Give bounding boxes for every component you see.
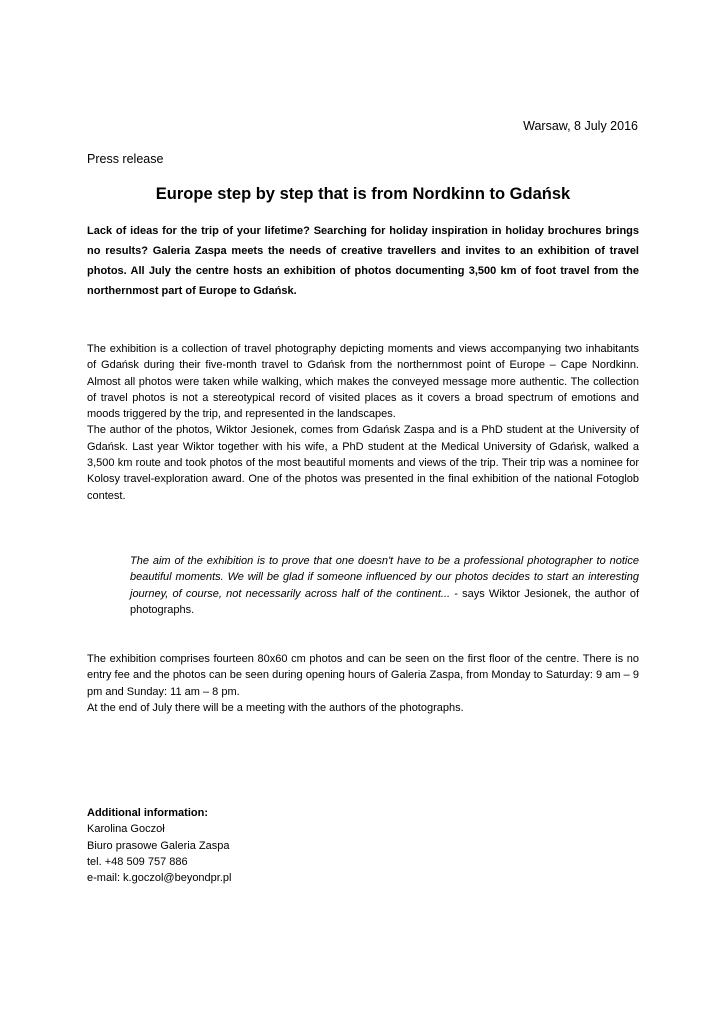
contact-phone: tel. +48 509 757 886 <box>87 855 188 868</box>
contact-block <box>87 805 231 886</box>
body-paragraph-details: The exhibition comprises fourteen 80x60 cm photos and can be seen on the first floor of the centre. There is no entry fee and the photos can be seen during opening hours of Galeria Zaspa, from Monday to Saturday: 9 am – 9 pm and Sunday: 11 am – 8 pm. <box>87 653 639 698</box>
document-type-label: Press release <box>87 152 164 166</box>
quote-text: The aim of the exhibition is to prove that one doesn't have to be a professional photographer to notice beautiful moments. We will be glad if someone influenced by our photos decides to start an interesting journey, of course, not necessarily across half of the continent... <box>130 555 639 600</box>
body-section-2 <box>87 651 639 716</box>
body-paragraph-exhibition: The exhibition is a collection of travel photography depicting moments and views accompanying two inhabitants of Gdańsk during their five-month travel to Gdańsk from the northernmost point of Europe – Cape Nordkinn. Almost all photos were taken while walking, which makes the conveyed message more authentic. The collection of travel photos is not a stereotypical record of visited places as it covers a broad spectrum of emotions and moods triggered by the trip, and represented in the landscapes. <box>87 343 639 421</box>
body-paragraph-author: The author of the photos, Wiktor Jesionek, comes from Gdańsk Zaspa and is a PhD student at the University of Gdańsk. Last year Wiktor together with his wife, a PhD student at the Medical University of Gdańsk, walked a 3,500 km route and took photos of the most beautiful moments and views of the trip. Their trip was a nominee for Kolosy travel-exploration award. One of the photos was presented in the final exhibition of the national Fotoglob contest. <box>87 424 639 502</box>
body-paragraph-meeting: At the end of July there will be a meeting with the authors of the photographs. <box>87 701 464 714</box>
quote-attribution: - says Wiktor Jesionek, the author of photographs. <box>130 587 640 616</box>
lead-paragraph: Lack of ideas for the trip of your lifetime? Searching for holiday inspiration in holiday brochures brings no results? Galeria Zaspa meets the needs of creative travellers and invites to an exhibition of travel photos. All July the centre hosts an exhibition of photos documenting 3,500 km of foot travel from the northernmost part of Europe to Gdańsk. <box>87 225 639 297</box>
contact-name: Karolina Goczoł <box>87 823 165 836</box>
page-title: Europe step by step that is from Nordkinn to Gdańsk <box>155 185 571 203</box>
date-line: Warsaw, 8 July 2016 <box>523 119 638 133</box>
contact-email: e-mail: k.goczol@beyondpr.pl <box>87 872 232 885</box>
author-quote <box>130 553 639 618</box>
contact-heading: Additional information: <box>87 807 208 819</box>
body-section-1 <box>87 341 639 504</box>
contact-organization: Biuro prasowe Galeria Zaspa <box>87 839 230 852</box>
